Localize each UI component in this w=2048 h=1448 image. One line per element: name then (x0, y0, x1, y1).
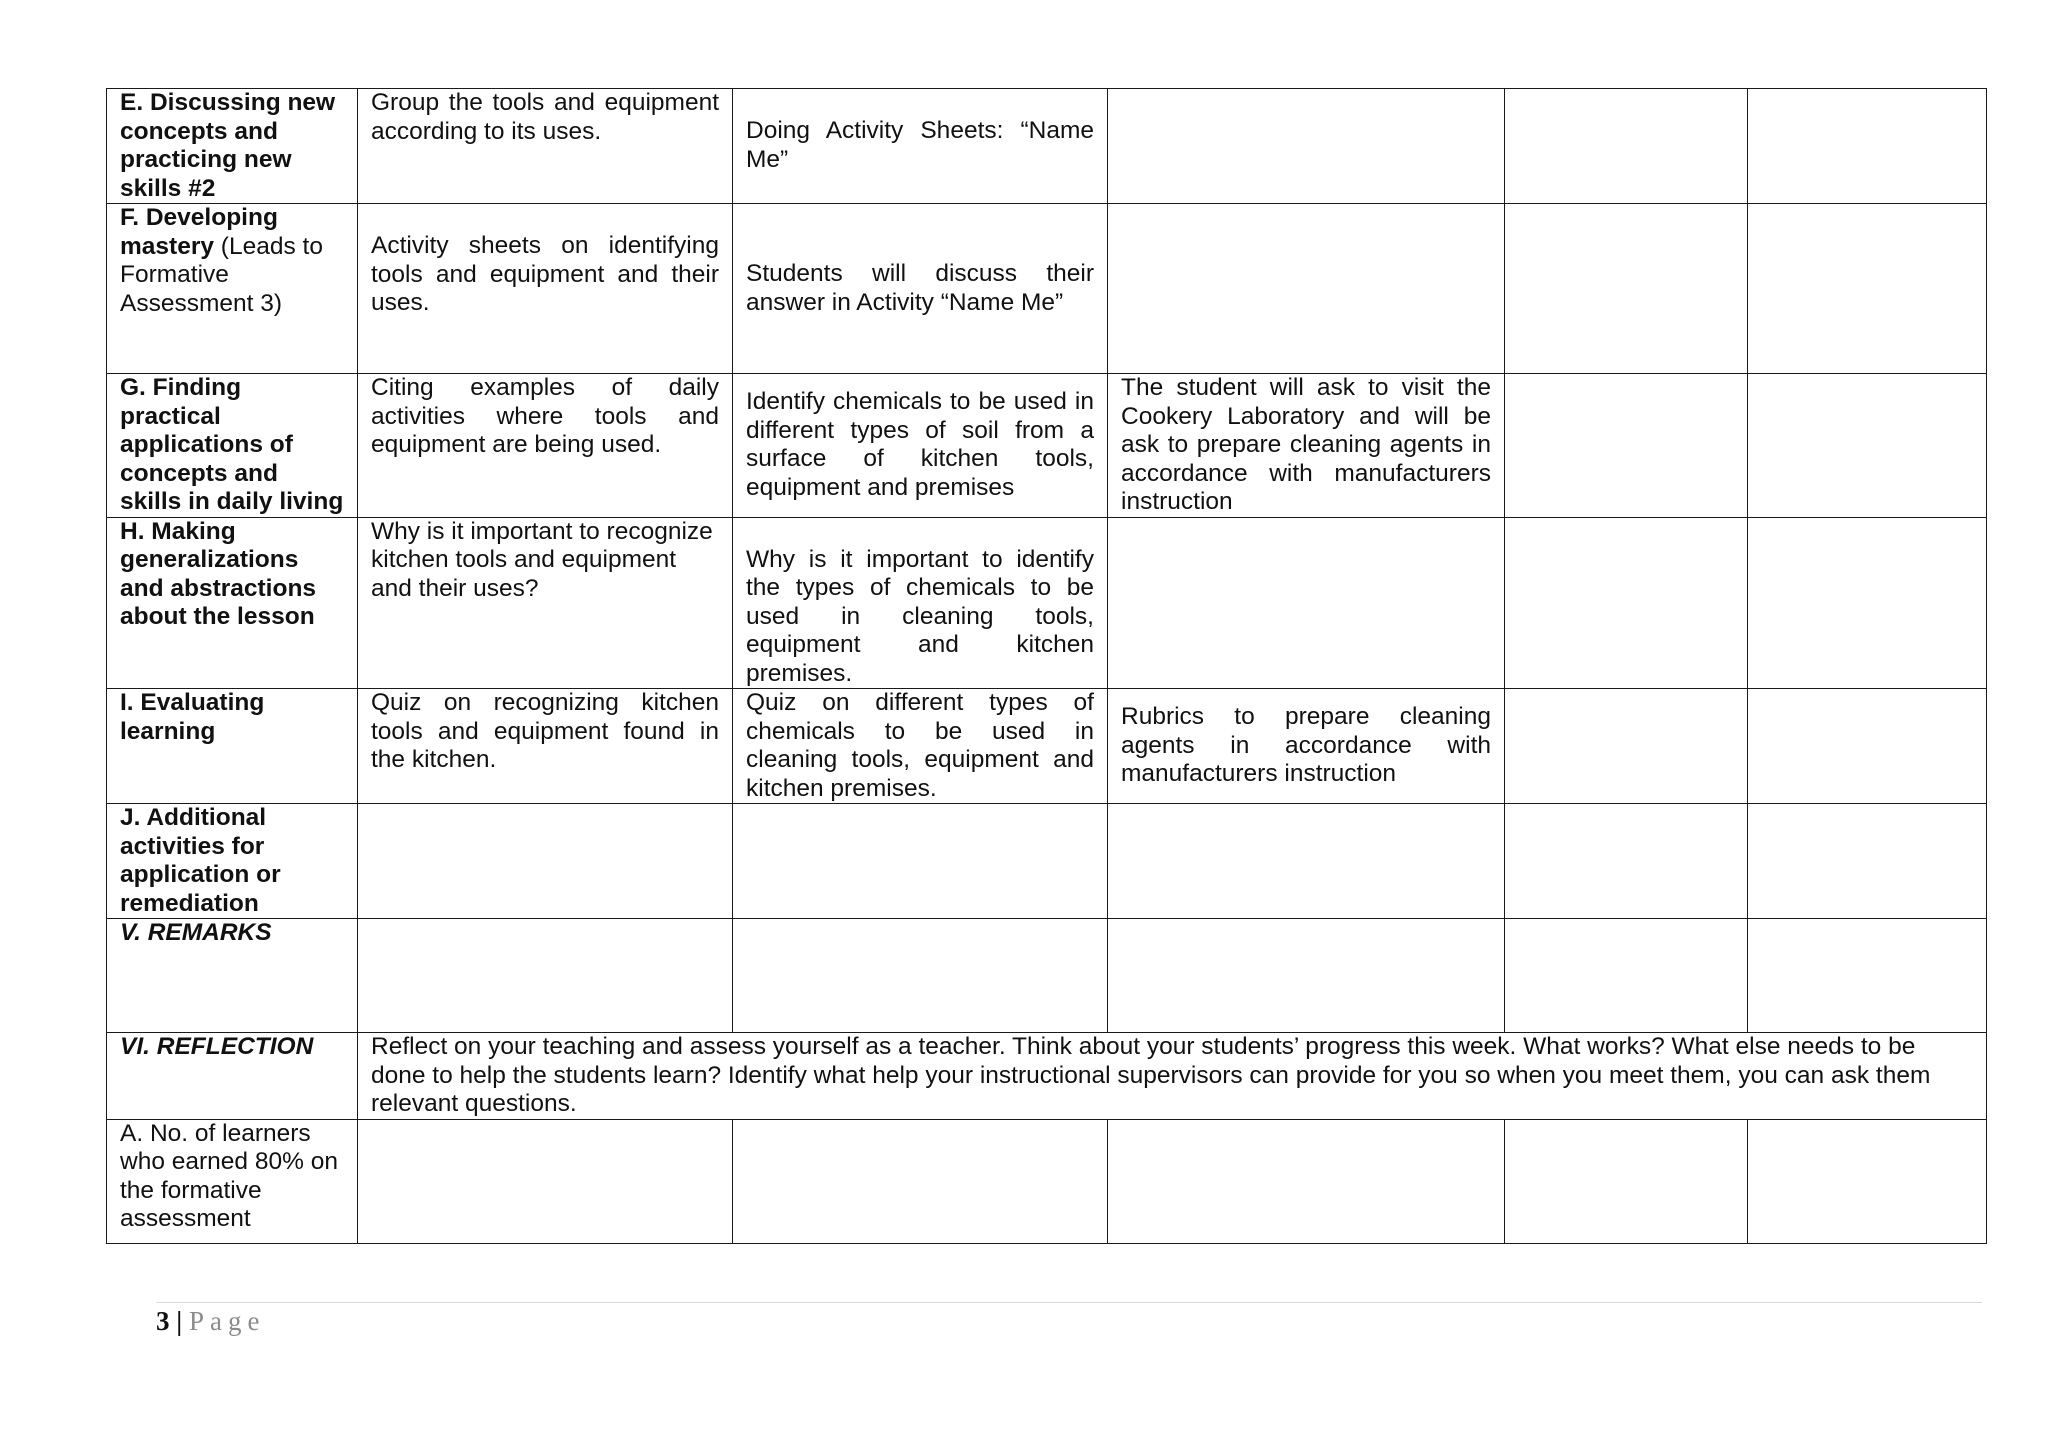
table-cell (1748, 1119, 1987, 1243)
table-cell: Why is it important to recognize kitchen tools and equipment and their uses? (358, 517, 733, 689)
page-footer (156, 1306, 265, 1337)
table-cell (1748, 89, 1987, 204)
row-label (107, 204, 358, 374)
table-cell (358, 919, 733, 1033)
table-row (107, 89, 1987, 204)
table-cell (733, 204, 1108, 374)
cell-text: Why is it important to identify the types of chemicals to be used in cleaning tools, equipment and kitchen premises. (746, 545, 1094, 687)
table-cell: Citing examples of daily activities where tools and equipment are being used. (358, 374, 733, 518)
table-cell (733, 517, 1108, 689)
table-cell (1748, 374, 1987, 518)
table-cell: Quiz on recognizing kitchen tools and equipment found in the kitchen. (358, 689, 733, 804)
page-number: 3 (156, 1306, 170, 1336)
cell-text: Doing Activity Sheets: “Name Me” (746, 117, 1094, 173)
table-cell (1748, 517, 1987, 689)
table-cell (1108, 919, 1505, 1033)
row-label: H. Making generalizations and abstractions about the lesson (107, 517, 358, 689)
table-cell (1748, 919, 1987, 1033)
table-row (107, 804, 1987, 919)
row-label: G. Finding practical applications of concepts and skills in daily living (107, 374, 358, 518)
table-row (107, 1119, 1987, 1243)
table-row (107, 919, 1987, 1033)
section-heading-remarks: V. REMARKS (107, 919, 358, 1033)
table-cell (1505, 804, 1748, 919)
lesson-plan-table (106, 88, 1987, 1244)
table-cell (1108, 517, 1505, 689)
table-cell (358, 204, 733, 374)
footer-divider (156, 1302, 1982, 1303)
table-row (107, 1033, 1987, 1120)
table-cell: Group the tools and equipment according to its uses. (358, 89, 733, 204)
table-cell (1505, 204, 1748, 374)
cell-text: Students will discuss their answer in Activity “Name Me” (746, 260, 1094, 316)
cell-text: Activity sheets on identifying tools and equipment and their uses. (371, 232, 719, 316)
table-cell (1505, 374, 1748, 518)
table-cell (1108, 1119, 1505, 1243)
row-label: E. Discussing new concepts and practicing new skills #2 (107, 89, 358, 204)
table-cell (1748, 204, 1987, 374)
row-label-bold: F. Developing mastery (120, 204, 278, 260)
table-cell (358, 1119, 733, 1243)
table-row (107, 689, 1987, 804)
page-word: Page (188, 1306, 266, 1336)
table-cell (1108, 804, 1505, 919)
table-cell (733, 89, 1108, 204)
table-cell (1505, 919, 1748, 1033)
row-label: A. No. of learners who earned 80% on the formative assessment (107, 1119, 358, 1243)
table-cell: Quiz on different types of chemicals to be used in cleaning tools, equipment and kitchen premises. (733, 689, 1108, 804)
table-cell (1505, 1119, 1748, 1243)
table-cell (733, 1119, 1108, 1243)
table-cell: The student will ask to visit the Cookery Laboratory and will be ask to prepare cleaning agents in accordance with manufacturers instruction (1108, 374, 1505, 518)
table-cell (1108, 204, 1505, 374)
table-cell (733, 804, 1108, 919)
table-cell (358, 804, 733, 919)
reflection-instructions: Reflect on your teaching and assess yourself as a teacher. Think about your students’ progress this week. What works? What else needs to be done to help the students learn? Identify what help your instructional supervisors can provide for you so when you meet them, you can ask them relevant questions. (358, 1033, 1987, 1120)
row-label: J. Additional activities for application or remediation (107, 804, 358, 919)
table-row (107, 517, 1987, 689)
table-cell (733, 919, 1108, 1033)
table-cell (1748, 804, 1987, 919)
table-cell: Identify chemicals to be used in different types of soil from a surface of kitchen tools, equipment and premises (733, 374, 1108, 518)
table-cell (1108, 89, 1505, 204)
row-label-note: (Leads to Formative Assessment 3) (120, 232, 323, 317)
table-row (107, 374, 1987, 518)
row-label: I. Evaluating learning (107, 689, 358, 804)
table-cell (1505, 517, 1748, 689)
table-cell: Rubrics to prepare cleaning agents in accordance with manufacturers instruction (1108, 689, 1505, 804)
table-cell (1505, 89, 1748, 204)
table-row (107, 204, 1987, 374)
table-cell (1505, 689, 1748, 804)
page-separator: | (169, 1306, 189, 1336)
table-cell (1748, 689, 1987, 804)
section-heading-reflection: VI. REFLECTION (107, 1033, 358, 1120)
